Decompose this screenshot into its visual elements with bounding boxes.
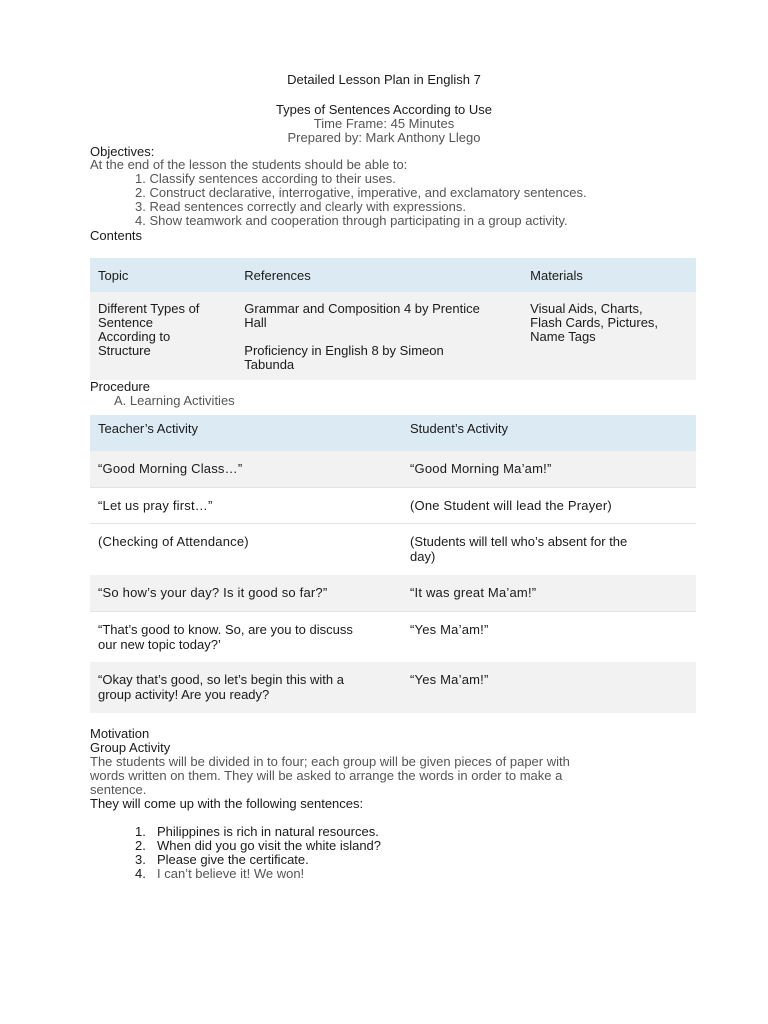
student-line: “Yes Ma’am!” bbox=[410, 621, 489, 637]
activity-row bbox=[90, 523, 696, 575]
list-item: 3. Please give the certificate. bbox=[135, 852, 309, 867]
list-item: 4. I can’t believe it! We won! bbox=[135, 866, 305, 881]
teacher-line: “Let us pray first…” bbox=[98, 497, 213, 513]
topic-line: According to bbox=[98, 329, 171, 344]
teacher-line: “Okay that’s good, so let’s begin this with a bbox=[98, 672, 344, 687]
contents-table bbox=[90, 258, 696, 380]
motivation-heading: Motivation bbox=[90, 726, 150, 741]
prepared-by: Prepared by: Mark Anthony Llego bbox=[287, 130, 481, 145]
activity-row bbox=[90, 662, 696, 713]
teacher-line: “So how’s your day? Is it good so far?” bbox=[98, 585, 328, 600]
sentences-lead: They will come up with the following sentences: bbox=[90, 796, 364, 811]
teacher-line: “That’s good to know. So, are you to discuss bbox=[98, 621, 353, 637]
student-line: “Good Morning Ma’am!” bbox=[410, 461, 552, 476]
header-materials: Materials bbox=[530, 258, 696, 292]
reference-line: Proficiency in English 8 by Simeon bbox=[244, 343, 444, 358]
contents-header-row bbox=[90, 258, 696, 292]
topic-cell bbox=[90, 292, 244, 380]
sentences-list bbox=[135, 825, 381, 881]
objectives-intro: At the end of the lesson the students should be able to: bbox=[90, 157, 408, 172]
activity-row bbox=[90, 451, 696, 487]
activities-header-row bbox=[90, 415, 696, 451]
document-title: Detailed Lesson Plan in English 7 bbox=[287, 72, 481, 87]
contents-heading: Contents bbox=[90, 228, 143, 243]
student-line: day) bbox=[410, 548, 436, 564]
objective-item: 4. Show teamwork and cooperation through participating in a group activity. bbox=[135, 213, 568, 228]
reference-line: Hall bbox=[244, 315, 267, 330]
header-topic: Topic bbox=[90, 258, 244, 292]
objective-item: 1. Classify sentences according to their uses. bbox=[135, 171, 396, 186]
teacher-line: our new topic today?’ bbox=[98, 636, 221, 652]
procedure-heading: Procedure bbox=[90, 379, 150, 394]
motivation-description-line: The students will be divided in to four; each group will be given pieces of paper with bbox=[90, 754, 570, 769]
activity-row bbox=[90, 575, 696, 611]
list-item: 2. When did you go visit the white island? bbox=[135, 838, 382, 853]
teacher-line: (Checking of Attendance) bbox=[98, 533, 249, 549]
activities-table bbox=[90, 415, 696, 713]
reference-line: Tabunda bbox=[244, 357, 295, 372]
learning-activities-heading: A. Learning Activities bbox=[114, 393, 235, 408]
header-teacher: Teacher’s Activity bbox=[90, 415, 410, 451]
teacher-line: group activity! Are you ready? bbox=[98, 687, 270, 702]
list-item: 1. Philippines is rich in natural resources. bbox=[135, 824, 379, 839]
reference-line: Grammar and Composition 4 by Prentice bbox=[244, 301, 480, 316]
time-frame: Time Frame: 45 Minutes bbox=[313, 116, 455, 131]
student-line: “Yes Ma’am!” bbox=[410, 672, 489, 687]
teacher-line: “Good Morning Class…” bbox=[98, 461, 243, 476]
motivation-description-line: sentence. bbox=[90, 782, 147, 797]
materials-line: Visual Aids, Charts, bbox=[530, 301, 643, 316]
topic-line: Different Types of bbox=[98, 301, 200, 316]
group-activity-heading: Group Activity bbox=[90, 740, 171, 755]
student-line: “It was great Ma’am!” bbox=[410, 585, 537, 600]
student-line: (Students will tell who’s absent for the bbox=[410, 533, 628, 549]
objectives-heading: Objectives: bbox=[90, 144, 155, 159]
materials-line: Name Tags bbox=[530, 329, 596, 344]
topic-line: Sentence bbox=[98, 315, 153, 330]
topic-line: Structure bbox=[98, 343, 151, 358]
materials-line: Flash Cards, Pictures, bbox=[530, 315, 659, 330]
header-references: References bbox=[244, 258, 530, 292]
header-student: Student’s Activity bbox=[410, 415, 696, 451]
lesson-subtitle: Types of Sentences According to Use bbox=[275, 102, 493, 117]
materials-cell bbox=[530, 292, 696, 380]
activity-row bbox=[90, 487, 696, 523]
objective-item: 2. Construct declarative, interrogative, imperative, and exclamatory sentences. bbox=[135, 185, 587, 200]
activity-row bbox=[90, 611, 696, 662]
contents-row bbox=[90, 292, 696, 380]
objectives-list bbox=[135, 172, 587, 228]
student-line: (One Student will lead the Prayer) bbox=[410, 497, 612, 513]
references-cell bbox=[244, 292, 530, 380]
motivation-description-line: words written on them. They will be asked to arrange the words in order to make a bbox=[90, 768, 563, 783]
objective-item: 3. Read sentences correctly and clearly with expressions. bbox=[135, 199, 466, 214]
